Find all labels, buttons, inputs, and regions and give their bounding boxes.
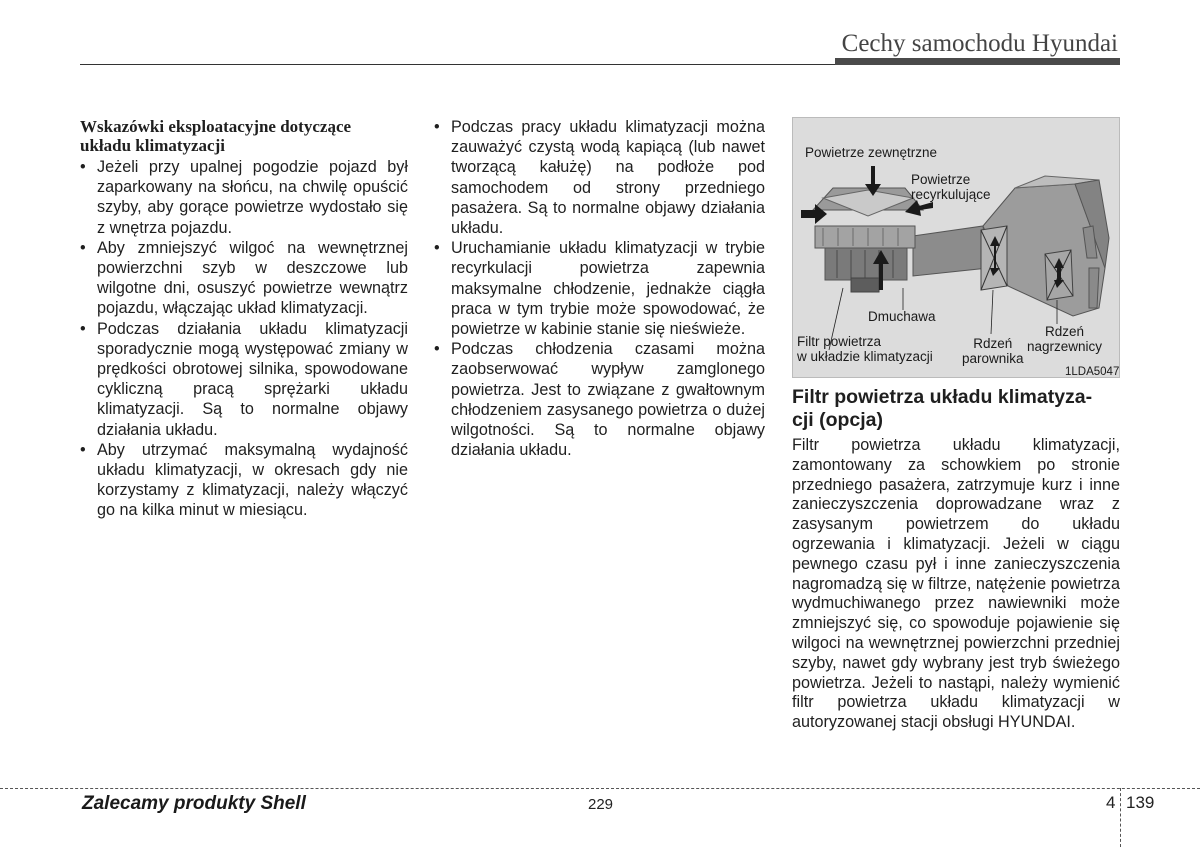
label-air-filter-line2: w układzie klimatyzacji xyxy=(797,349,933,364)
footer-page-number: 139 xyxy=(1126,793,1155,812)
tips-heading xyxy=(80,117,408,155)
label-evaporator-core-line1: Rdzeń xyxy=(973,336,1013,351)
header-title: Cechy samochodu Hyundai xyxy=(841,30,1118,57)
list-item: • Podczas działania układu klimatyzacji sporadycznie mogą występować zmiany w prędkości obrotowej silnika, spowodowane cykliczną pracą sprężarki układu klimatyzacji. Są to normalne objawy działania układu. xyxy=(80,319,408,440)
list-item: • Podczas pracy układu klimatyzacji można zauważyć czystą wodą kapiącą (lub nawet tworzącą kałużę) na podłoże pod samochodem od strony przedniego pasażera. Są to normalne objawy działania układu. xyxy=(434,117,765,238)
tips-list xyxy=(80,157,408,521)
label-air-filter-line1: Filtr powietrza xyxy=(797,334,882,349)
filter-section-heading xyxy=(792,386,1120,432)
footer-section-number: 4 xyxy=(1106,793,1116,812)
header-accent-bar xyxy=(835,58,1120,65)
list-item: • Aby utrzymać maksymalną wydajność układu klimatyzacji, w okresach gdy nie korzystamy z klimatyzacji, należy włączyć go na kilka minut w miesiącu. xyxy=(80,440,408,521)
column-2 xyxy=(434,117,765,460)
air-filter-diagram xyxy=(792,117,1120,378)
label-recirculated-air xyxy=(911,172,991,202)
footer-center-page-number: 229 xyxy=(588,796,614,813)
filter-heading-line2: cji (opcja) xyxy=(792,409,884,431)
label-evaporator-core-line2: parownika xyxy=(962,351,1024,366)
tips-list-continued xyxy=(434,117,765,460)
filter-heading-line1: Filtr powietrza układu klimatyza- xyxy=(792,386,1093,408)
tips-heading-line2: układu klimatyzacji xyxy=(80,136,225,155)
footer-brand-text: Zalecamy produkty Shell xyxy=(82,793,306,814)
column-1 xyxy=(80,117,408,521)
list-item: • Uruchamianie układu klimatyzacji w trybie recyrkulacji powietrza zapewnia maksymalne chłodzenie, jednakże ciągła praca w tym trybie może spowodować, że powietrze w kabinie stanie się nieświeże. xyxy=(434,238,765,339)
filter-section-body: Filtr powietrza układu klimatyzacji, zamontowany za schowkiem po stronie przedniego pasażera, zatrzymuje kurz i inne zanieczyszczenia doprowadzane wraz z zasysanym powietrzem do układu ogrzewania i klimatyzacji. Jeżeli w ciągu pewnego czasu pył i inne zanieczyszczenia nagromadzą się w filtrze, natężenie powietrza wydmuchiwanego przez nawiewniki może zmniejszyć się, co spowoduje pojawienie się wilgoci na wewnętrznej powierzchni przedniej szyby, nawet gdy wybrany jest tryb świeżego powietrza. Jeżeli to nastąpi, należy wymienić filtr powietrza układu klimatyzacji w autoryzowanej stacji obsługi HYUNDAI. xyxy=(792,436,1120,732)
list-item: • Aby zmniejszyć wilgoć na wewnętrznej powierzchni szyb w deszczowe lub wilgotne dni, osuszyć powietrze wewnątrz pojazdu, włączając układ klimatyzacji. xyxy=(80,238,408,319)
list-item: • Jeżeli przy upalnej pogodzie pojazd był zaparkowany na słońcu, na chwilę opuścić szyby, aby gorące powietrze wydostało się z wnętrza pojazdu. xyxy=(80,157,408,238)
footer-divider xyxy=(0,788,1200,789)
label-recirculated-air-line1: Powietrze xyxy=(911,172,971,187)
label-evaporator-core xyxy=(962,336,1024,366)
tips-heading-line1: Wskazówki eksploatacyjne dotyczące xyxy=(80,117,352,136)
label-heater-core-line2: nagrzewnicy xyxy=(1027,339,1103,354)
label-heater-core-line1: Rdzeń xyxy=(1045,324,1085,339)
label-blower: Dmuchawa xyxy=(868,309,936,324)
figure-code: 1LDA5047 xyxy=(1065,366,1120,378)
label-heater-core xyxy=(1027,324,1102,354)
label-air-filter xyxy=(797,334,933,364)
list-item: • Podczas chłodzenia czasami można zaobserwować wypływ zamglonego powietrza. Jest to związane z gwałtownym chłodzeniem zasysanego powietrza o dużej wilgotności. Są to normalne objawy działania układu. xyxy=(434,339,765,460)
footer-vertical-divider xyxy=(1120,788,1121,847)
label-outside-air: Powietrze zewnętrzne xyxy=(805,145,938,160)
label-recirculated-air-line2: recyrkulujące xyxy=(911,187,991,202)
column-3 xyxy=(792,117,1120,733)
